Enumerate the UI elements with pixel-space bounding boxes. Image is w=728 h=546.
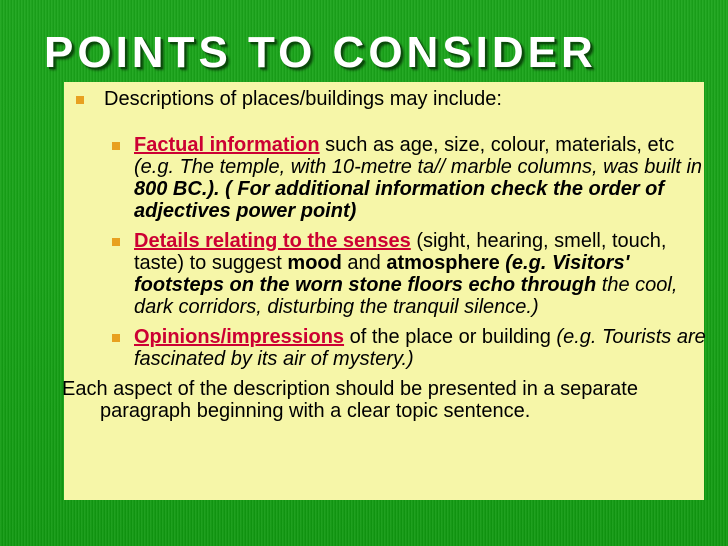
senses-example-bold: (e.g. Visitors' footsteps on the worn stone floors echo through [134, 252, 630, 296]
factual-text-1: such as age, size, colour, materials, etc [319, 134, 675, 156]
text-area [62, 88, 710, 422]
square-bullet-icon [112, 238, 120, 246]
square-bullet-icon [112, 334, 120, 342]
slide-title: POINTS TO CONSIDER [44, 28, 597, 77]
bullet-opinions [62, 326, 710, 370]
mood-word: mood [287, 252, 342, 274]
atmosphere-word: atmosphere [386, 252, 500, 274]
senses-example: the cool, dark corridors, disturbing the tranquil silence.) [134, 274, 678, 318]
factual-example-bold: 800 BC.). ( For additional information check the order of adjectives power point) [134, 178, 665, 222]
factual-example: (e.g. The temple, with 10-metre ta// marble columns, was built in [134, 156, 703, 178]
intro-bullet [62, 88, 710, 110]
factual-label: Factual information [134, 134, 320, 156]
opinions-example: (e.g. Tourists are fascinated by its air of mystery.) [134, 326, 706, 370]
senses-label: Details relating to the senses [134, 230, 411, 252]
opinions-label: Opinions/impressions [134, 326, 345, 348]
closing-paragraph: Each aspect of the description should be presented in a separate paragraph beginning with a clear topic sentence. [62, 378, 638, 422]
square-bullet-icon [76, 96, 84, 104]
senses-text-1: (sight, hearing, smell, touch, taste) to suggest [134, 230, 667, 274]
senses-and: and [341, 252, 387, 274]
intro-text: Descriptions of places/buildings may include: [104, 88, 502, 110]
opinions-text: of the place or building [344, 326, 557, 348]
square-bullet-icon [112, 142, 120, 150]
bullet-senses [62, 230, 710, 318]
bullet-factual [62, 134, 710, 222]
